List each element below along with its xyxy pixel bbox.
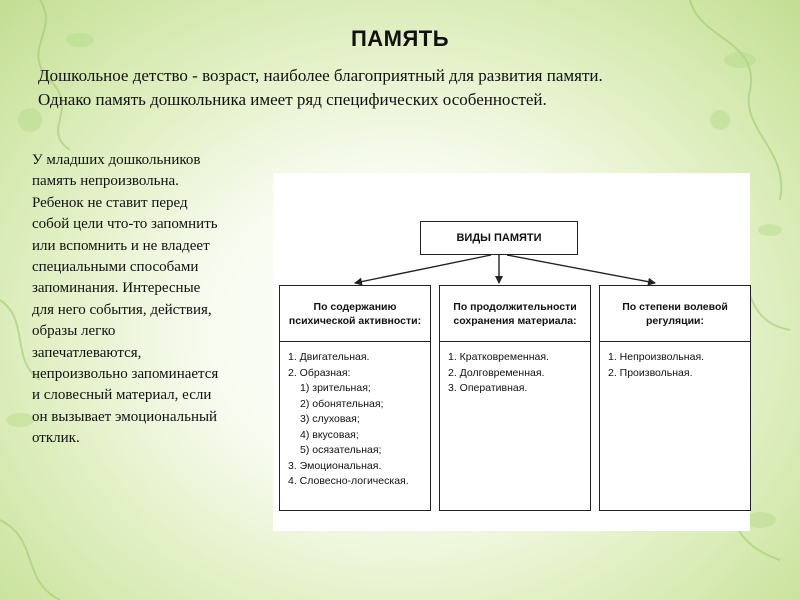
column-header: По содержанию психической активности: [280,286,430,342]
column-volitional-regulation [599,285,751,511]
list-item: 4. Словесно-логическая. [288,475,409,487]
column-items [280,342,430,490]
list-item: 1. Двигательная. [288,351,370,363]
column-items [440,342,590,397]
list-subitem: 4) вкусовая; [300,428,359,441]
column-items [600,342,750,381]
list-subitem: 2) обонятельная; [300,397,384,410]
list-item: 2. Образная: [288,366,351,379]
list-item: 1. Непроизвольная. [608,351,705,363]
connector-to-col-1 [355,255,491,283]
memory-types-diagram [273,173,750,531]
page-title: ПАМЯТЬ [350,26,450,51]
column-header: По продолжительности сохранения материала: [440,286,590,342]
diagram-title-box: ВИДЫ ПАМЯТИ [420,221,578,255]
list-subitem: 5) осязательная; [300,444,382,456]
list-item: 1. Кратковременная. [448,351,549,363]
intro-line-2: Однако память дошкольника имеет ряд специфических особенностей. [38,90,547,109]
intro-paragraph [38,64,778,112]
connector-to-col-3 [507,255,655,283]
list-subitem: 3) слуховая; [300,413,360,425]
list-subitem: 1) зрительная; [300,382,371,394]
list-item: 3. Оперативная. [448,382,528,394]
list-item: 3. Эмоциональная. [288,459,382,472]
column-header: По степени волевой регуляции: [600,286,750,342]
column-content-activity [279,285,431,511]
list-item: 2. Произвольная. [608,366,693,379]
list-item: 2. Долговременная. [448,366,545,379]
column-duration [439,285,591,511]
intro-line-1: Дошкольное детство - возраст, наиболее благоприятный для развития памяти. [38,66,603,85]
side-description: У младших дошкольников память непроизвольна. Ребенок не ставит перед собой цели что-то запомнить или вспомнить и не владеет специальными способами запоминания. Интересные для него события, действия, образы легко запечатлеваются, непроизвольно запоминается и словесный материал, если он вызывает эмоциональный отклик. [32,152,219,447]
